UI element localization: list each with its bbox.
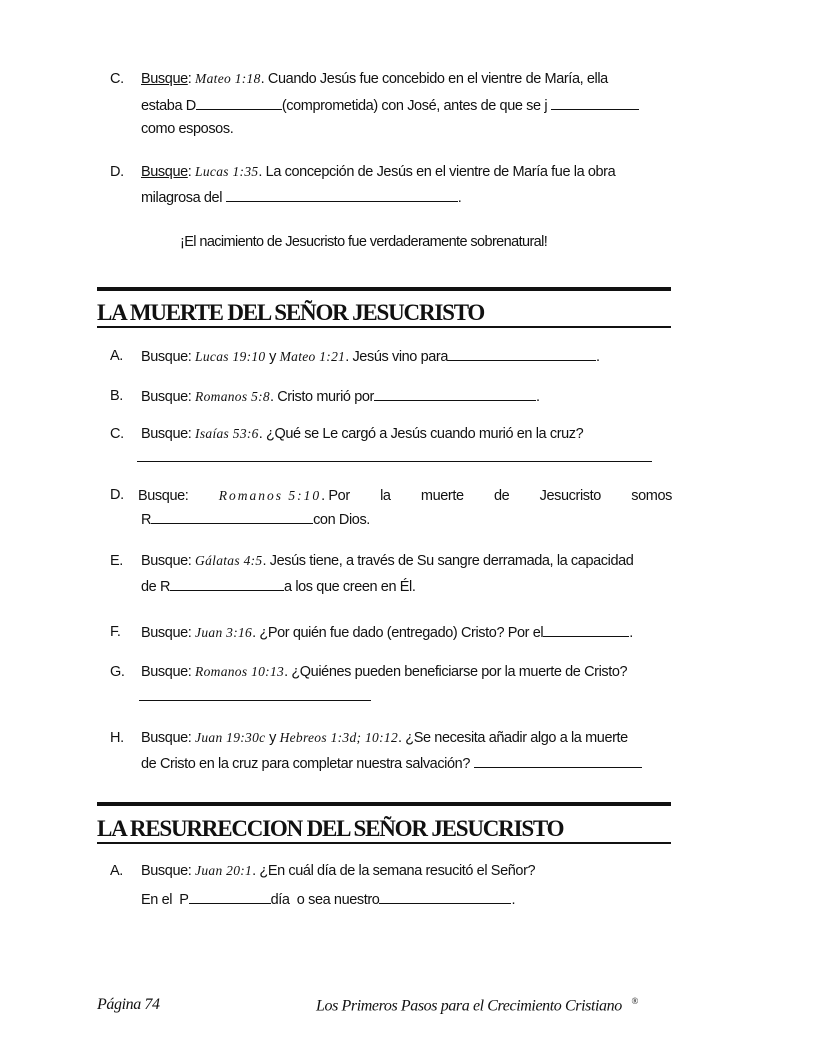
- scripture-ref: Juan 19:30c: [195, 730, 266, 745]
- busque-label: Busque: [141, 349, 188, 365]
- scripture-ref: Juan 3:16: [195, 625, 253, 640]
- answer-blank[interactable]: [374, 386, 536, 401]
- question-text: de Cristo en la cruz para completar nuestra salvación?: [141, 756, 470, 772]
- question-text: . ¿Qué se Le cargó a Jesús cuando murió en la cruz?: [258, 426, 584, 442]
- question-text: R: [141, 512, 152, 528]
- section-divider: [97, 287, 671, 291]
- question-text: la: [380, 488, 391, 504]
- answer-blank[interactable]: [448, 346, 596, 361]
- registered-mark: ®: [631, 996, 638, 1006]
- item-letter: G.: [110, 664, 125, 680]
- answer-blank[interactable]: [189, 889, 271, 904]
- page-number: Página 74: [97, 996, 160, 1013]
- answer-blank[interactable]: [226, 187, 458, 202]
- answer-blank[interactable]: [151, 509, 313, 524]
- connector: y: [265, 730, 280, 746]
- question-text: estaba D: [141, 98, 196, 114]
- scripture-ref: Gálatas 4:5: [195, 553, 263, 568]
- question-text: como esposos.: [141, 121, 234, 137]
- scripture-ref: Lucas 1:35: [195, 164, 259, 179]
- scripture-ref: Lucas 19:10: [195, 349, 266, 364]
- busque-label: Busque: [141, 730, 188, 746]
- question-text: somos: [631, 488, 672, 504]
- scripture-ref: Mateo 1:18: [195, 71, 261, 86]
- book-title-text: Los Primeros Pasos para el Crecimiento Cristiano: [316, 997, 622, 1015]
- item-letter: E.: [110, 553, 123, 569]
- answer-blank[interactable]: [139, 686, 371, 701]
- question-text: . ¿En cuál día de la semana resucitó el Señor?: [252, 863, 536, 879]
- busque-label: Busque: [141, 71, 188, 87]
- punctuation: .: [596, 349, 600, 365]
- punctuation: .: [535, 389, 540, 405]
- busque-label: Busque: [141, 553, 188, 569]
- scripture-ref: Isaías 53:6: [195, 426, 259, 441]
- answer-blank[interactable]: [170, 576, 284, 591]
- answer-blank[interactable]: [137, 447, 652, 462]
- question-text: . Cuando Jesús fue concebido en el vientre de María, ella: [260, 71, 608, 87]
- item-letter: F.: [110, 624, 121, 640]
- question-text: . Cristo murió por: [269, 389, 374, 405]
- question-text: . ¿Se necesita añadir algo a la muerte: [398, 730, 628, 746]
- busque-label: Busque: [141, 664, 188, 680]
- question-text: día o sea nuestro: [270, 892, 380, 908]
- item-letter: H.: [110, 730, 124, 746]
- question-text: de R: [141, 579, 171, 595]
- busque-label: Busque: [141, 863, 188, 879]
- busque-label: Busque: [141, 164, 188, 180]
- question-text: (comprometida) con José, antes de que se j: [281, 98, 548, 114]
- section-heading: LA RESURRECCION DEL SEÑOR JESUCRISTO: [97, 816, 671, 844]
- answer-blank[interactable]: [379, 889, 511, 904]
- scripture-ref: Romanos 5:8: [195, 389, 270, 404]
- item-letter: A.: [110, 348, 123, 364]
- question-text: de: [493, 488, 510, 504]
- question-text: . Jesús tiene, a través de Su sangre derramada, la capacidad: [262, 553, 634, 569]
- question-text: con Dios.: [313, 512, 370, 528]
- question-text: a los que creen en Él.: [284, 579, 416, 595]
- question-text: . ¿Por quién fue dado (entregado) Cristo? Por el: [252, 625, 544, 641]
- question-text: . Por: [321, 488, 350, 504]
- question-text: . ¿Quiénes pueden beneficiarse por la muerte de Cristo?: [284, 664, 628, 680]
- item-letter: A.: [110, 863, 123, 879]
- item-letter: B.: [110, 388, 123, 404]
- answer-blank[interactable]: [196, 95, 282, 110]
- scripture-ref: Romanos 10:13: [195, 664, 285, 679]
- item-letter: C.: [110, 71, 124, 87]
- busque-label: Busque: [141, 426, 188, 442]
- exclamation-note: ¡El nacimiento de Jesucristo fue verdaderamente sobrenatural!: [180, 234, 548, 250]
- scripture-ref: Juan 20:1: [195, 863, 253, 878]
- punctuation: .: [457, 190, 462, 206]
- punctuation: .: [511, 892, 516, 908]
- question-text: milagrosa del: [141, 190, 223, 206]
- punctuation: .: [629, 625, 633, 641]
- question-text: Jesucristo: [539, 488, 601, 504]
- answer-blank[interactable]: [474, 753, 642, 768]
- busque-label: Busque: [141, 389, 188, 405]
- item-letter: C.: [110, 426, 124, 442]
- book-title: [316, 996, 638, 1015]
- answer-blank[interactable]: [543, 622, 629, 637]
- busque-label: Busque: [138, 488, 185, 504]
- section-divider: [97, 802, 671, 806]
- busque-label: Busque: [141, 625, 188, 641]
- section-heading: LA MUERTE DEL SEÑOR JESUCRISTO: [97, 300, 671, 328]
- question-text: . Jesús vino para: [345, 349, 449, 365]
- scripture-ref: Mateo 1:21: [279, 349, 346, 364]
- answer-blank[interactable]: [551, 95, 639, 110]
- item-letter: D.: [110, 487, 124, 503]
- question-text: . La concepción de Jesús en el vientre de María fue la obra: [258, 164, 616, 180]
- connector: y: [265, 349, 280, 365]
- item-letter: D.: [110, 164, 124, 180]
- question-text: En el P: [141, 892, 189, 908]
- question-text: muerte: [420, 488, 464, 504]
- scripture-ref: Hebreos 1:3d; 10:12: [279, 730, 398, 745]
- scripture-ref: Romanos 5:10: [218, 488, 322, 503]
